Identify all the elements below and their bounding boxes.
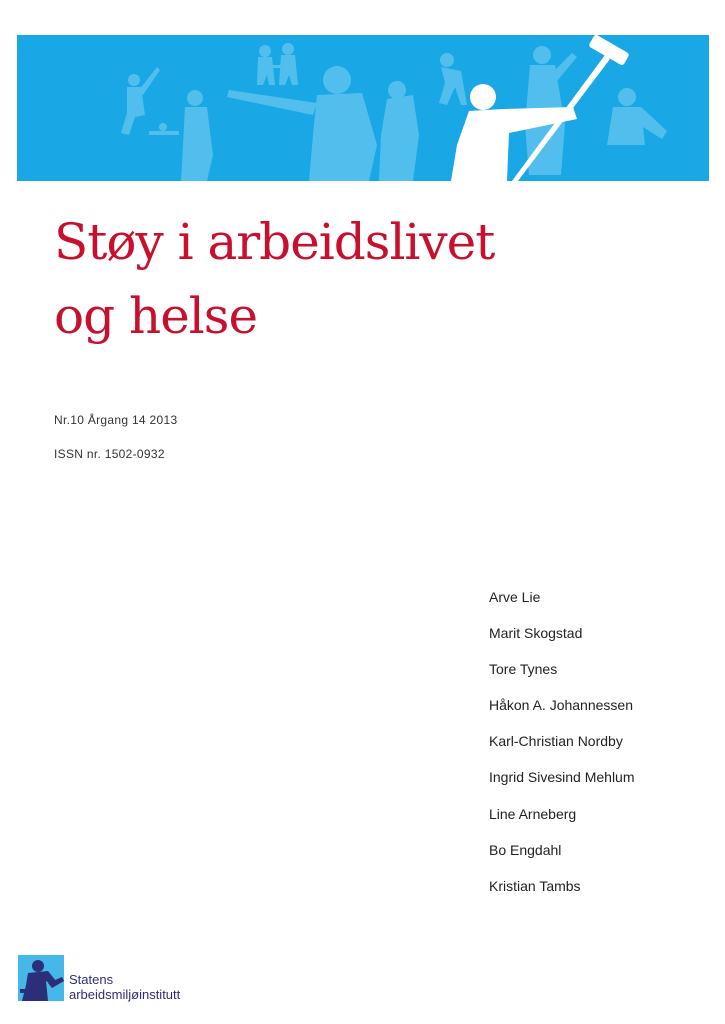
- author-list: [489, 588, 635, 913]
- title-line-1: Støy i arbeidslivet: [54, 213, 495, 271]
- author-name: Line Arneberg: [489, 805, 577, 822]
- publisher-name-line-1: Statens: [69, 972, 114, 987]
- author-name: Kristian Tambs: [489, 877, 581, 894]
- author-name: Karl-Christian Nordby: [489, 733, 623, 750]
- workers-silhouettes-illustration: [17, 35, 709, 181]
- author-name: Arve Lie: [489, 589, 541, 605]
- issue-info: Nr.10 Årgang 14 2013: [54, 413, 178, 427]
- publisher-logo: [18, 955, 208, 1005]
- title-line-2: og helse: [54, 287, 258, 345]
- document-title: [54, 205, 494, 353]
- author-name: Tore Tynes: [489, 661, 558, 678]
- author-name: Bo Engdahl: [489, 841, 562, 858]
- issn-number: ISSN nr. 1502-0932: [54, 447, 165, 461]
- worker-logo-icon: [18, 955, 64, 1001]
- author-name: Ingrid Sivesind Mehlum: [489, 769, 635, 786]
- publisher-name: [69, 972, 180, 1002]
- author-name: Marit Skogstad: [489, 625, 583, 642]
- publisher-name-line-2: arbeidsmiljøinstitutt: [69, 987, 181, 1002]
- author-name: Håkon A. Johannessen: [489, 697, 633, 714]
- cover-banner: [17, 35, 709, 181]
